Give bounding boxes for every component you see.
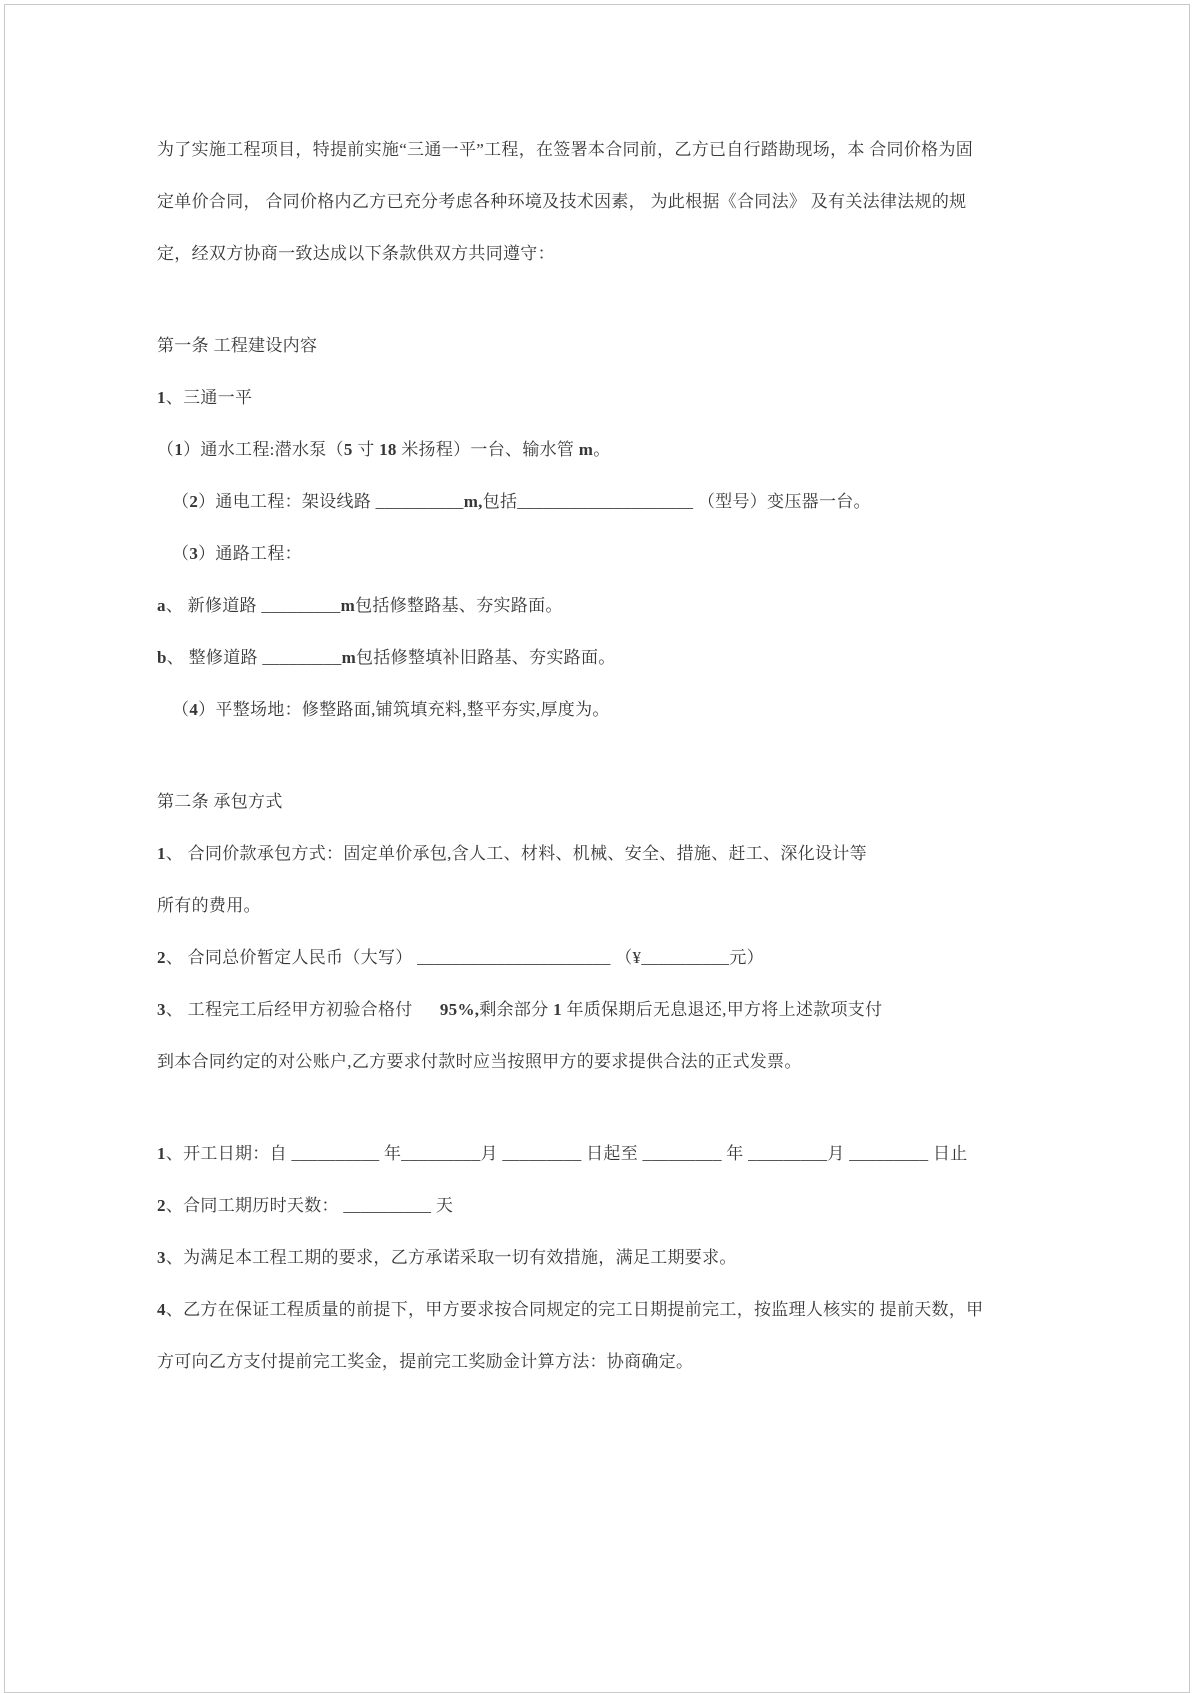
contract-total-price xyxy=(157,932,1044,984)
early-completion-line-1 xyxy=(157,1284,1044,1336)
bold-text: m xyxy=(340,596,356,615)
bold-text: 4 xyxy=(157,1300,166,1319)
text: 年质保期后无息退还,甲方将上述款项支付 xyxy=(561,1000,883,1019)
text: 定单价合同， 合同价格内乙方已充分考虑各种环境及技术因素， 为此根据《合同法》 及有关法律法规的规 xyxy=(157,192,967,211)
text: ）平整场地：修整路面,铺筑填充料,整平夯实,厚度为。 xyxy=(198,700,610,719)
bold-text: b xyxy=(157,648,167,667)
bold-text: m, xyxy=(463,492,483,511)
bold-text: a xyxy=(157,596,166,615)
bold-text: 3 xyxy=(157,1000,166,1019)
start-date xyxy=(157,1128,1044,1180)
payment-terms-line-1 xyxy=(157,984,1044,1036)
item-road-b xyxy=(157,632,1044,684)
text: （ xyxy=(157,440,175,459)
contract-price-mode-line-2 xyxy=(157,880,1044,932)
text: 。 xyxy=(593,440,611,459)
section-2-heading xyxy=(157,776,1044,828)
schedule-commitment xyxy=(157,1232,1044,1284)
text: 剩余部分 xyxy=(479,1000,554,1019)
text: 包括修整填补旧路基、夯实路面。 xyxy=(356,648,616,667)
text: 第一条 工程建设内容 xyxy=(157,336,318,355)
text: 、三通一平 xyxy=(165,388,253,407)
text: 、 工程完工后经甲方初验合格付 xyxy=(165,1000,440,1019)
text: 米扬程）一台、输水管 xyxy=(396,440,579,459)
bold-text: 3 xyxy=(157,1248,166,1267)
text: 方可向乙方支付提前完工奖金，提前完工奖励金计算方法：协商确定。 xyxy=(157,1352,694,1371)
intro-line-1 xyxy=(157,124,1044,176)
text: 所有的费用。 xyxy=(157,896,261,915)
text: 、乙方在保证工程质量的前提下，甲方要求按合同规定的完工日期提前完工，按监理人核实的 提前天数，甲 xyxy=(165,1300,984,1319)
text: 、开工日期：自 __________ 年_________月 _________ 日起至 _________ 年 _________月 _________ 日止 xyxy=(165,1144,968,1163)
bold-text: 2 xyxy=(189,492,199,511)
text: 、 整修道路 _________ xyxy=(166,648,342,667)
bold-text: 3 xyxy=(189,544,199,563)
text: 包括修整路基、夯实路面。 xyxy=(355,596,563,615)
item-site-leveling xyxy=(157,684,1044,736)
bold-text: 1 xyxy=(157,844,166,863)
text: 为了实施工程项目，特提前实施“三通一平”工程，在签署本合同前，乙方已自行踏勘现场，本 合同价格为固 xyxy=(157,140,974,159)
duration-days xyxy=(157,1180,1044,1232)
text: 、合同工期历时天数： __________ 天 xyxy=(165,1196,454,1215)
bold-text: 1 xyxy=(553,1000,562,1019)
text: 、 新修道路 _________ xyxy=(165,596,341,615)
bold-text: 18 xyxy=(379,440,397,459)
intro-line-2 xyxy=(157,176,1044,228)
bold-text: m xyxy=(578,440,594,459)
bold-text: m xyxy=(341,648,357,667)
item-power-works xyxy=(157,476,1044,528)
section-1-heading xyxy=(157,320,1044,372)
text: 定，经双方协商一致达成以下条款供双方共同遵守： xyxy=(157,244,555,263)
payment-terms-line-2 xyxy=(157,1036,1044,1088)
text: 、 合同价款承包方式：固定单价承包,含人工、材料、机械、安全、措施、赶工、深化设计等 xyxy=(165,844,867,863)
intro-line-3 xyxy=(157,228,1044,280)
text: ）通路工程： xyxy=(198,544,302,563)
bold-text: 95%, xyxy=(439,1000,480,1019)
text: （ xyxy=(172,492,190,511)
item-road-a xyxy=(157,580,1044,632)
text: ）通水工程:潜水泵（ xyxy=(183,440,344,459)
item-water-works xyxy=(157,424,1044,476)
bold-text: 2 xyxy=(157,948,166,967)
text: （ xyxy=(172,700,190,719)
contract-price-mode-line-1 xyxy=(157,828,1044,880)
bold-text: 4 xyxy=(189,700,199,719)
text: 、为满足本工程工期的要求，乙方承诺采取一切有效措施，满足工期要求。 xyxy=(165,1248,737,1267)
text: ）通电工程：架设线路 __________ xyxy=(198,492,464,511)
text: 、 合同总价暂定人民币（大写） ______________________ （¥__________元） xyxy=(165,948,764,967)
text: （ xyxy=(172,544,190,563)
bold-text: 1 xyxy=(174,440,184,459)
item-road-works xyxy=(157,528,1044,580)
text: 包括____________________ （型号）变压器一台。 xyxy=(482,492,871,511)
bold-text: 1 xyxy=(157,388,166,407)
bold-text: 2 xyxy=(157,1196,166,1215)
text: 到本合同约定的对公账户,乙方要求付款时应当按照甲方的要求提供合法的正式发票。 xyxy=(157,1052,802,1071)
text: 第二条 承包方式 xyxy=(157,792,283,811)
item-1-santongyiping xyxy=(157,372,1044,424)
early-completion-line-2 xyxy=(157,1336,1044,1388)
bold-text: 5 xyxy=(343,440,353,459)
text: 寸 xyxy=(352,440,380,459)
bold-text: 1 xyxy=(157,1144,166,1163)
